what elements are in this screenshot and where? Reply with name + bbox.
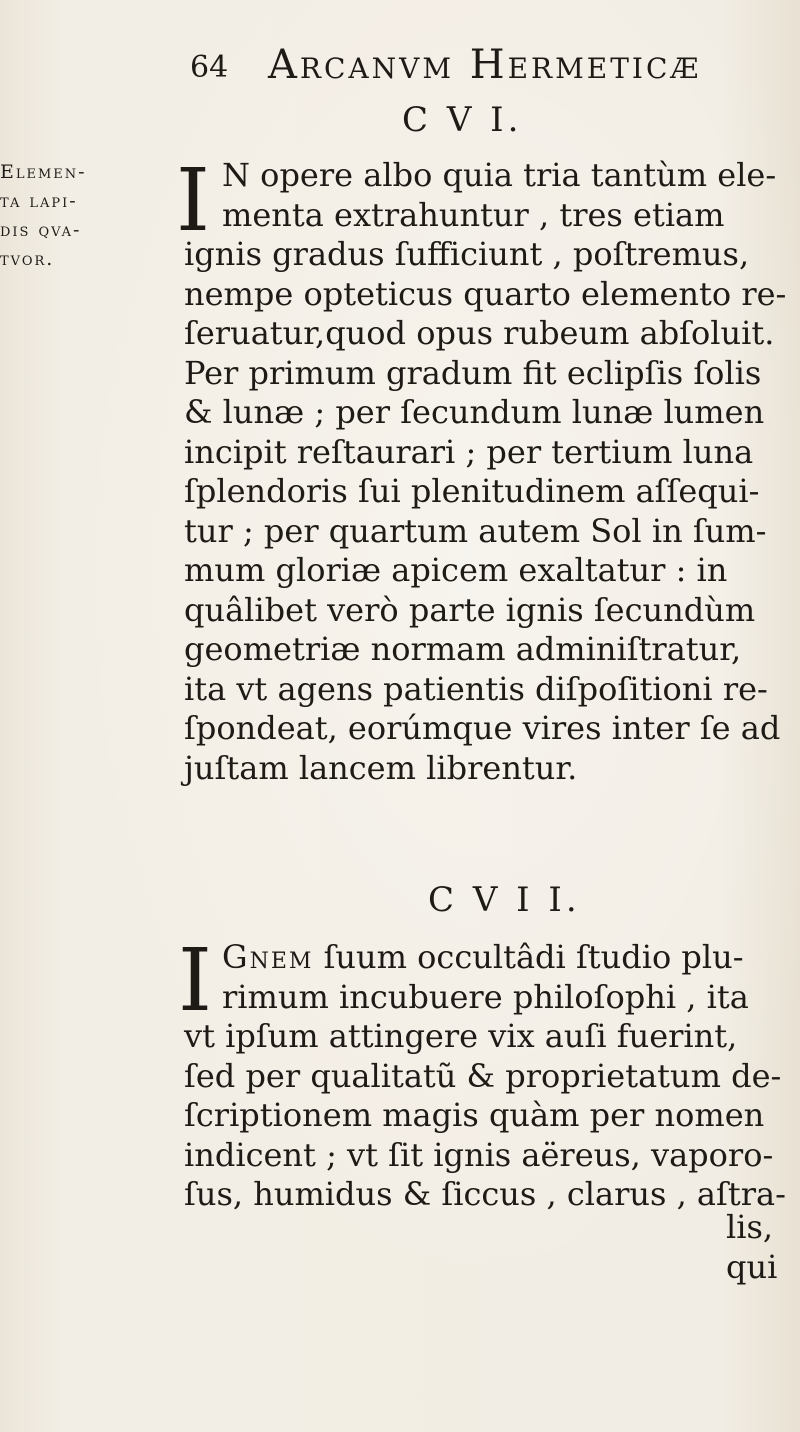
text-line: ſcriptionem magis quàm per nomen: [184, 1096, 765, 1134]
text-line: ſus, humidus & ſiccus , clarus , aſtra-: [184, 1175, 786, 1213]
text-line: ita vt agens patientis diſpoſitioni re-: [184, 669, 768, 708]
paragraph-cvi: [176, 151, 796, 788]
paragraph-cvii: [178, 931, 796, 1215]
margin-note: [0, 158, 126, 274]
text-line: nempe opteticus quarto elemento re-: [184, 274, 787, 313]
first-word: Gnem: [222, 938, 314, 976]
section-number-cvii: C V I I.: [428, 880, 581, 920]
text-line: vt ipſum attingere vix auſi fuerint,: [184, 1017, 738, 1055]
drop-cap: I: [176, 151, 210, 251]
text-line: geometriæ normam adminiſtratur,: [184, 630, 742, 668]
text-line: incipit reſtaurari ; per tertium luna: [184, 432, 754, 471]
text-line: ſeruatur,quod opus rubeum abſoluit.: [184, 314, 775, 352]
text-line: mum gloriæ apicem exaltatur : in: [184, 551, 728, 589]
text-line: quâlibet verò parte ignis ſecundùm: [184, 590, 756, 629]
text-line: Per primum gradum fit eclipſis ſolis: [184, 353, 762, 392]
text-line: & lunæ ; per ſecundum lunæ lumen: [184, 393, 765, 431]
text-line: juſtam lancem librentur.: [184, 748, 578, 787]
text-line: menta extrahuntur , tres etiam: [222, 195, 725, 234]
margin-note-line: Elemen-: [0, 161, 87, 183]
margin-note-line: dis qva-: [0, 219, 82, 241]
text-line: ignis gradus ſufficiunt , poſtremus,: [184, 235, 750, 273]
margin-note-line: tvor.: [0, 248, 55, 270]
text-line: ſed per qualitatũ & proprietatum de-: [184, 1056, 782, 1095]
text-line: ſpondeat, eorúmque vires inter ſe ad: [184, 709, 781, 747]
text-line: tur ; per quartum autem Sol in ſum-: [184, 511, 767, 550]
section-number-cvi: C V I.: [402, 100, 523, 140]
running-title: Arcanvm Hermeticæ: [268, 42, 702, 88]
text-line: N opere albo quia tria tantùm ele-: [222, 156, 777, 194]
text-line-rest: ſuum occultâdi ſtudio plu-: [313, 938, 744, 976]
page-number: 64: [190, 50, 229, 85]
page-header: [190, 42, 750, 92]
catchword: lis, qui: [726, 1208, 778, 1286]
text-line: indicent ; vt ſit ignis aëreus, vaporo-: [184, 1135, 774, 1174]
margin-note-line: ta lapi-: [0, 190, 78, 212]
text-line: [184, 938, 796, 978]
text-line: rimum incubuere philoſophi , ita: [222, 977, 749, 1016]
drop-cap: I: [178, 931, 212, 1031]
text-line: ſplendoris ſui plenitudinem aſſequi-: [184, 472, 760, 510]
